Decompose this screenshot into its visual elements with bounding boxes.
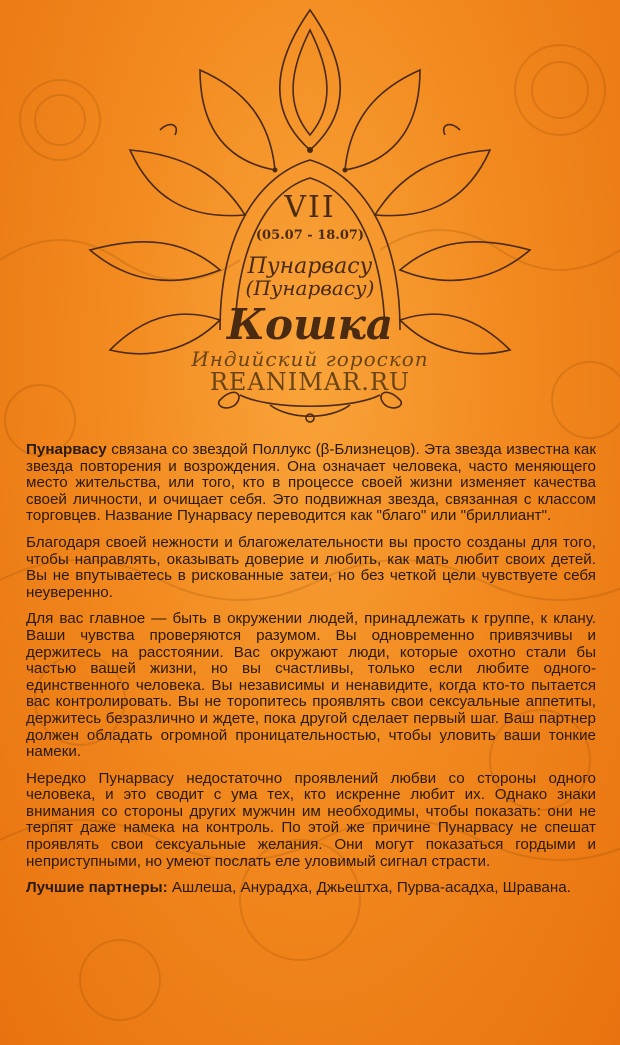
paragraph-2: Благодаря своей нежности и благожелательности вы просто созданы для того, чтобы направлять, оказывать доверие и любить, как мать любит своих детей. Вы не впутываетесь в рискованные затеи, но без четкой цели чувствуете себя неуверенно.	[26, 533, 596, 601]
subtitle: Индийский гороскоп	[191, 347, 429, 371]
nakshatra-name: Пунарвасу	[247, 254, 373, 279]
intro-text: связана со звездой Поллукс (β-Близнецов). Эта звезда известна как звезда повторения и возрождения. Она означает человека, часто меняющего место жительства, или того, кто в процессе своей жизни изменяет качества своей личности, и очищает себя. Это подвижная звезда, связанная с классом торговцев. Название Пунарвасу переводится как "благо" или "бриллиант".	[26, 441, 596, 525]
site-watermark: REANIMAR.RU	[209, 368, 411, 396]
paragraph-4: Нередко Пунарвасу недостаточно проявлений любви со стороны одного человека, и это сводит с ума тех, кто искренне любит их. Однако знаки внимания со стороны других мужчин им необходимы, чтобы показать: они не терпят даже намека на контроль. По этой же причине Пунарвасу не спешат проявлять свои сексуальные желания. Они могут показаться гордыми и неприступными, но умеют послать еле уловимый сигнал страсти.	[26, 769, 596, 870]
date-range: (05.07 - 18.07)	[255, 228, 365, 243]
partners-text: Ашлеша, Анурадха, Джьештха, Пурва-асадха, Шравана.	[167, 879, 571, 897]
paragraph-3: Для вас главное — быть в окружении людей, принадлежать к группе, к клану. Ваши чувства проверяются разумом. Вы одновременно привязчивы и держитесь на расстоянии. Вас окружают люди, которые охотно стали бы частью вашей жизни, но вы счастливы, только если любите одного-единственного человека. Вы независимы и ненавидите, когда кто-то пытается вас контролировать. Вы не торопитесь проявлять свои сексуальные аппетиты, держитесь безразлично и ждете, пока другой сделает первый шаг. Ваш партнер должен обладать огромной проницательностью, чтобы уловить ваши тонкие намеки.	[26, 610, 596, 761]
partners-lead: Лучшие партнеры:	[26, 879, 168, 897]
roman-numeral: VII	[284, 190, 336, 225]
description-text	[26, 442, 596, 907]
paragraph-partners	[26, 880, 596, 897]
nakshatra-name-alt: (Пунарвасу)	[245, 276, 375, 300]
paragraph-intro	[26, 442, 596, 525]
animal-title: Кошка	[226, 300, 394, 349]
intro-lead: Пунарвасу	[26, 441, 107, 458]
